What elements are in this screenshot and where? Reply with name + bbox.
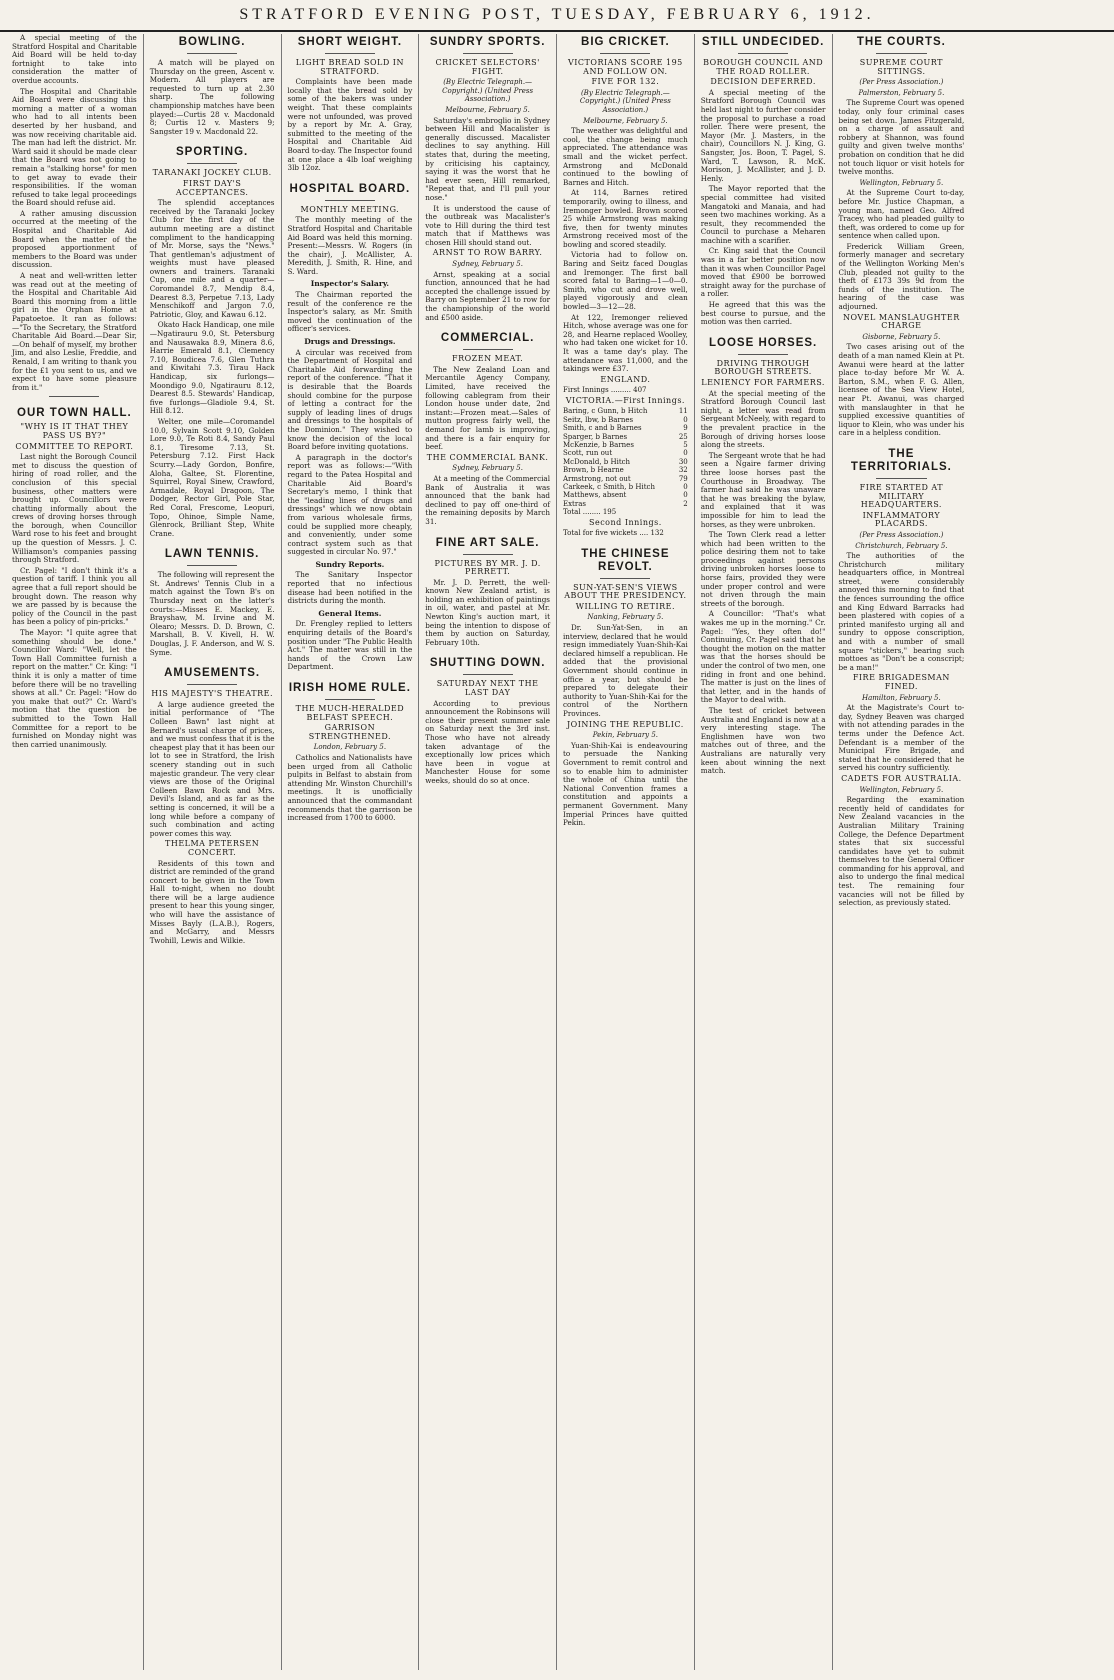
masthead: STRATFORD EVENING POST, TUESDAY, FEBRUARY 6, 1912.	[0, 0, 1114, 32]
paragraph: At the Supreme Court to-day, before Mr. Justice Chapman, a young man, named Geo. Alfred Tracey, who had pleaded guilty to theft, was ordered to come up for sentence when called upon.	[838, 188, 965, 241]
batsman-runs: 0	[683, 415, 688, 424]
divider	[600, 578, 650, 579]
paragraph: Frederick William Green, formerly manager and secretary of the Wellington Working Men's Club, pleaded not guilty to the theft of £173 39s 9d from the funds of the institution. The hearing of the case was adjourned.	[838, 241, 965, 312]
batsman-name: Seitz, lbw, b Barnes	[563, 415, 634, 424]
batsman-name: Matthews, absent	[563, 491, 627, 500]
paragraph: Saturday's embroglio in Sydney between Hill and Macalister is generally discussed. Macalister declines to say anything. Hill states that, during the meeting, by criticising his captaincy, saying it was the worst that he had ever seen, Hill remarked, "Repeat that, and I'll pull your nose."	[425, 115, 550, 202]
column-5	[557, 34, 695, 1670]
article-subhead: SUN-YAT-SEN'S VIEWS ABOUT THE PRESIDENCY.	[564, 582, 687, 601]
paragraph: The test of cricket between Australia and England is now at a very interesting stage. The Englishmen have won two matches out of three, and the Australians are naturally very keen about winning the next match.	[700, 705, 826, 776]
article-subhead: GARRISON STRENGTHENED.	[308, 723, 391, 741]
column-3	[282, 34, 420, 1670]
article-headline: SUNDRY SPORTS.	[429, 36, 546, 48]
dateline: Gisborne, February 5.	[862, 332, 941, 341]
paragraph: The Sanitary Inspector reported that no infectious disease had been notified in the districts during the month.	[287, 570, 413, 606]
batsman-runs: 0	[683, 483, 688, 492]
paragraph: Okato Hack Handicap, one mile—Ngatirauru 9.0, St. Petersburg and Nausawaka 8.9, Minera 8.6, Harrie Emerald 8.1, Clemency 7.10, Boudicea 7.6, Glen Tuthra and Kiwitahi 7.3. Tirau Hack Handicap, six furlongs—Moondigo 9.0, Ngatirauru 8.12, Dearest 8.5. Stewards' Handicap, five furlongs—Gladiole 9.4, St. Hill 8.12.	[149, 320, 275, 416]
article-subhead: Second Innings.	[588, 517, 662, 527]
paragraph: At 122, Iremonger relieved Hitch, whose average was one for 28, and Hearne replaced Woolley, who had taken one wicket for 10. It was a tame day's play. The attendance was 11,000, and the takings were £37.	[563, 312, 688, 374]
article-subhead: SUPREME COURT SITTINGS.	[859, 58, 943, 76]
batsman-runs: 0	[683, 449, 688, 458]
divider	[876, 478, 926, 479]
article-subhead: FROZEN MEAT.	[452, 354, 524, 364]
article-subhead: FIRE STARTED AT MILITARY HEADQUARTERS.	[859, 482, 944, 510]
divider	[187, 684, 237, 685]
paragraph: He agreed that this was the best course to pursue, and the motion was then carried.	[700, 300, 826, 327]
article-subhead: PICTURES BY MR. J. D. PERRETT.	[434, 558, 541, 577]
columns	[6, 34, 1108, 1670]
article-headline: BIG CRICKET.	[581, 36, 670, 48]
article-subhead: THELMA PETERSEN CONCERT.	[165, 839, 260, 857]
paragraph: Arnst, speaking at a social function, announced that he had accepted the challenge issued by Barry on September 21 to row for the championship of the world and £500 aside.	[425, 269, 550, 322]
batsman-runs: 30	[678, 457, 688, 466]
paragraph: The Sergeant wrote that he had seen a Ngaire farmer driving three loose horses past the Courthouse in Broadway. The farmer had said he was unaware that he was breaking the bylaw, and explained that it was impossible for him to lead the horses, as they were unbroken.	[700, 450, 826, 529]
batsman-name: McDonald, b Hitch	[563, 457, 631, 466]
dateline: Pekin, February 5.	[592, 731, 659, 740]
article-headline: THE TERRITORIALS.	[850, 447, 952, 473]
paragraph: A match will be played on Thursday on the green, Ascent v. Modern. All players are requested to turn up at 2.30 sharp. The following championship matches have been played:—Curtis 28 v. Macdonald 8; Curtis 12 v. Masters 9; Sangster 19 v. Macdonald 22.	[149, 58, 275, 136]
batsman-runs: 11	[678, 407, 688, 416]
article-subhead: ARNST TO ROW BARRY.	[432, 248, 543, 258]
paragraph: The weather was delightful and cool, the change being much appreciated. The attendance was small and the wicket perfect. Armstrong and McDonald continued to the bowling of Barnes and Hitch.	[563, 126, 688, 187]
dateline: Palmerston, February 5.	[858, 88, 945, 97]
article-headline: THE COURTS.	[856, 36, 946, 48]
score-row	[563, 483, 688, 491]
paragraph: Regarding the examination recently held of candidates for New Zealand vacancies in the Australian Military Training College, the Defence Department states that six successful candidates have yet to submit themselves to the General Officer commanding for his approval, and also to undergo the final medical test. The remaining four vacancies will not be filled by selection, as previously stated.	[838, 795, 965, 908]
divider	[187, 565, 237, 566]
divider	[876, 53, 926, 54]
divider	[49, 396, 99, 397]
paragraph: At the Magistrate's Court to-day, Sydney Beaven was charged with not attending parades in the terms under the Defence Act. Defendant is a member of the Municipal Fire Brigade, and stated that he considered that he served his country sufficiently.	[838, 703, 965, 773]
article-subhead: WILLING TO RETIRE.	[575, 601, 676, 611]
article-subhead: THE COMMERCIAL BANK.	[426, 452, 549, 462]
article-headline: LOOSE HORSES.	[709, 336, 818, 349]
batsman-name: Brown, b Hearne	[563, 466, 624, 475]
paragraph: The Mayor reported that the special committee had visited Mangatoki and Manaia, and had seen two machines working. As a result, they recommended the Council to purchase a Meharen machine with a scarifier.	[700, 184, 826, 245]
paragraph: Dr. Frengley replied to letters enquiring details of the Board's position under "The Public Health Act." The matter was still in the hands of the Crown Law Department.	[287, 619, 413, 672]
column-7	[833, 34, 971, 1670]
score-row	[563, 458, 688, 466]
divider	[463, 674, 513, 675]
article-subhead: VICTORIANS SCORE 195 AND FOLLOW ON.	[567, 58, 683, 76]
dateline: London, February 5.	[313, 743, 387, 752]
batsman-runs: 79	[678, 474, 688, 483]
article-subhead: INFLAMMATORY PLACARDS.	[862, 510, 941, 529]
section-title: Inspector's Salary.	[310, 279, 390, 289]
dateline: (Per Press Association.)	[859, 78, 944, 87]
article-headline: LAWN TENNIS.	[164, 548, 260, 561]
score-row	[563, 433, 688, 441]
dateline: Hamilton, February 5.	[862, 693, 941, 702]
article-subhead: DECISION DEFERRED.	[710, 77, 816, 87]
article-subhead: MONTHLY MEETING.	[300, 204, 400, 214]
divider	[187, 163, 237, 164]
article-subhead: NOVEL MANSLAUGHTER CHARGE	[843, 312, 960, 331]
paragraph: Yuan-Shih-Kai is endeavouring to persuade the Nanking Government to remit control and so to enable him to administer the whole of China until the National Convention frames a constitution and appoints a permanent Government. Many Imperial Princes have quitted Pekin.	[563, 740, 688, 828]
article-headline: THE CHINESE REVOLT.	[581, 547, 670, 573]
score-line: First Innings ......... 407	[563, 386, 647, 395]
article-subhead: HIS MAJESTY'S THEATRE.	[151, 689, 273, 699]
batsman-name: Sparger, b Barnes	[563, 432, 628, 441]
column-2	[144, 34, 282, 1670]
article-subhead: BOROUGH COUNCIL AND THE ROAD ROLLER.	[703, 58, 824, 76]
paragraph: Dr. Sun-Yat-Sen, in an interview, declared that he would resign immediately Yuan-Shih-Kai declared himself a republican. He added that the provisional Government should continue in office a year, but should be prepared to delegate their authority to Yuan-Shih-Kai for the control of the Northern Provinces.	[563, 623, 688, 718]
article-subhead: ENGLAND.	[600, 374, 651, 384]
article-subhead: "WHY IS IT THAT THEY PASS US BY?"	[20, 422, 129, 440]
paragraph: The authorities of the Christchurch military headquarters office, in Montreal street, were considerably annoyed this morning to find that the fences surrounding the office and King Edward Barracks had been plastered with copies of a printed manifesto urging all and sundry to oppose conscription, and with a number of small square "stickers," bearing such mottoes as "Don't be a conscript; be a man!"	[838, 551, 965, 672]
paragraph: Two cases arising out of the death of a man named Klein at Pt. Awanui were heard at the latter place to-day before Mr W. A. Barton, S.M., when F. G. Allen, licensee of the Sea View Hotel, near Pt. Awanui, was charged with manslaughter in that he supplied excessive quantities of liquor to Klein, who was under his care in a helpless condition.	[838, 342, 965, 438]
article-headline: HOSPITAL BOARD.	[289, 182, 411, 195]
divider	[463, 554, 513, 555]
batsman-runs: 5	[683, 441, 688, 449]
batsman-name: Extras	[563, 499, 586, 508]
paragraph: A special meeting of the Stratford Hospital and Charitable Aid Board will be held to-day fortnight to take into consideration the matter of overdue accounts.	[12, 34, 137, 85]
article-headline: STILL UNDECIDED.	[701, 36, 825, 48]
paragraph: A large audience greeted the initial performance of "The Colleen Bawn" last night at Bernard's usual charge of prices, and we must confess that it is the cheapest play that it has been our lot to see in Stratford, the Irish scenery standing out in such majestic grandeur. The very clear views are those of the Original Colleen Bawn Rock and Mrs. Devil's Island, and as far as the setting is concerned, it will be a long while before a company of such combination and acting power comes this way.	[149, 699, 275, 838]
batsman-name: Baring, c Gunn, b Hitch	[563, 407, 648, 416]
dateline: Melbourne, February 5.	[583, 116, 668, 125]
section-title: Sundry Reports.	[315, 559, 385, 569]
paragraph: A Councillor: "That's what wakes me up in the morning." Cr. Pagel: "Yes, they often do!" Continuing, Cr. Pagel said that he thought the motion on the matter was that the horses should be under the control of two men, one riding in front and one behind. The matter is just on the lines of that letter, and in the hands of the Mayor to deal with.	[700, 609, 826, 705]
batsman-runs: 25	[678, 432, 688, 441]
dateline: (By Electric Telegraph.—Copyright.) (United Press Association.)	[579, 88, 671, 114]
paragraph: Residents of this town and district are reminded of the grand concert to be given in the Town Hall to-night, when no doubt there will be a large audience present to hear this young singer, who will have the assistance of Misses Bayly (L.A.B.), Rogers, and McGarry, and Messrs Twohill, Lewis and Wilkie.	[149, 858, 275, 945]
article-subhead: COMMITTEE TO REPORT.	[15, 441, 134, 451]
divider	[325, 699, 375, 700]
batsman-runs: 2	[683, 499, 688, 508]
paragraph: A paragraph in the doctor's report was as follows:—"With regard to the Patea Hospital and Charitable Aid Board's Secretary's memo, I think that the "leading lines of drugs and dressings" which we now obtain from various wholesale firms, could be supplied more cheaply, and conveniently, under some contract system such as that suggested in circular No. 97."	[287, 452, 413, 557]
divider	[325, 53, 375, 54]
score-total: Total ........ 195	[563, 508, 617, 517]
batsman-name: Scott, run out	[563, 449, 613, 458]
article-subhead: LENIENCY FOR FARMERS.	[701, 378, 825, 387]
score-row	[563, 500, 688, 508]
column-1	[6, 34, 144, 1670]
batsman-name: Smith, c and b Barnes	[563, 424, 642, 433]
paragraph: At 114, Barnes retired temporarily, owing to illness, and Iremonger bowled. Brown scored 25 while Armstrong was making five, then for twenty minutes Armstrong received most of the bowling and scored steadily.	[563, 188, 688, 249]
paragraph: Mr. J. D. Perrett, the well-known New Zealand artist, is holding an exhibition of paintings in oil, water, and pastel at Mr. Newton King's auction mart, it being the intention to dispose of them by auction on Saturday, February 10th.	[425, 577, 550, 647]
article-subhead: THE MUCH-HERALDED BELFAST SPEECH.	[295, 704, 405, 722]
article-headline: BOWLING.	[178, 36, 246, 48]
article-headline: SPORTING.	[175, 146, 249, 159]
batsman-runs: 0	[683, 491, 688, 500]
divider	[463, 349, 513, 350]
paragraph: Last night the Borough Council met to discuss the question of hiring of road roller, and the conclusion of this special business, other matters were brought up. Councillors were chatting informally about the crews of droving horses through the borough, when Councillor Ward rose to his feet and brought up the question of Messrs. J. C. Williamson's companies passing through Stratford.	[12, 452, 137, 565]
batsman-name: Carkeek, c Smith, b Hitch	[563, 483, 655, 492]
article-headline: SHUTTING DOWN.	[429, 657, 546, 670]
paragraph: Victoria had to follow on. Baring and Seitz faced Douglas and Iremonger. The first ball scored fatal to Baring—1—0—0. Smith, who cut and drove well, played vigorously and clean bowled—3—12—28.	[563, 250, 688, 312]
divider	[187, 53, 237, 54]
score-row	[563, 441, 688, 449]
dateline: Christchurch, February 5.	[855, 541, 948, 550]
article-subhead: VICTORIA.—First Innings.	[565, 395, 685, 405]
dateline: (By Electric Telegraph.—Copyright.) (United Press Association.)	[442, 78, 534, 104]
article-subhead: LIGHT BREAD SOLD IN STRATFORD.	[295, 58, 404, 76]
paragraph: Complaints have been made locally that the bread sold by some of the bakers was under weight. That these complaints were not unfounded, was proved by a report by Mr. A. Gray, submitted to the meeting of the Hospital and Charitable Aid Board to-day. The Inspector found at one place a 4lb loaf weighing 3lb 12oz.	[287, 77, 413, 173]
divider	[325, 200, 375, 201]
article-headline: COMMERCIAL.	[440, 332, 535, 345]
score-row	[563, 424, 688, 432]
dateline: (Per Press Association.)	[859, 530, 944, 539]
batsman-name: Armstrong, not out	[563, 474, 631, 483]
paragraph: A circular was received from the Department of Hospital and Charitable Aid forwarding the report of the conference. "That it is desirable that the Boards should combine for the purpose of letting a contract for the supply of leading lines of drugs and dressings to the hospitals of the Dominion." They wished to know the decision of the local Board before inviting quotations.	[287, 347, 413, 452]
dateline: Sydney, February 5.	[452, 464, 523, 473]
paragraph: Cr. Pagel: "I don't think it's a question of tariff. I think you all agree that a full report should be brought down. The reason why we are passed by is because the policy of the Council in the past has been a policy of pin-pricks."	[12, 565, 137, 627]
paragraph: It is understood the cause of the outbreak was Macalister's vote to Hill during the third test match that if Matthews was chosen Hill should stand out.	[425, 203, 550, 247]
section-title: Drugs and Dressings.	[304, 337, 396, 347]
paragraph: A special meeting of the Stratford Borough Council was held last night to further consider the proposal to purchase a road roller. There were present, the Mayor (Mr. J. Masters, in the chair), Councillors N. J. King, G. Sangster, Jos. Boon, T. Pagel, S. Ward, T. Lawson, R. McK. Morison, J. McAllister, and J. D. Henly.	[700, 87, 826, 183]
score-row	[563, 407, 688, 415]
dateline: Sydney, February 5.	[452, 260, 523, 269]
article-subhead: CRICKET SELECTORS' FIGHT.	[435, 58, 540, 76]
paragraph: Cr. King said that the Council was in a far better position now than it was when Councillor Pagel moved that £900 be borrowed straight away for the purchase of a roller.	[700, 246, 826, 299]
score-row	[563, 475, 688, 483]
score-row	[563, 466, 688, 474]
dateline: Melbourne, February 5.	[445, 105, 530, 114]
paragraph: The splendid acceptances received by the Taranaki Jockey Club for the first day of the autumn meeting are a distinct compliment to the handicapping of Mr. Morse, says the "News." That gentleman's adjustment of weights must have pleased owners and trainers. Taranaki Cup, one mile and a quarter—Coromandel 8.7, Mendip 8.4, Dearest 8.3, Perpetue 7.13, Lady Menschikoff and Jargon 7.0, Patriotic, Gloy, and Kawau 6.12.	[149, 198, 275, 319]
batsman-runs: 32	[678, 466, 688, 475]
paragraph: According to previous announcement the Robinsons will close their present summer sale on Saturday next the 3rd inst. Those who have not already taken advantage of the exceptionally low prices which have been in vogue at Manchester House for some weeks, should do so at once.	[425, 698, 550, 785]
article-subhead: FIRE BRIGADESMAN FINED.	[852, 673, 950, 691]
paragraph: At a meeting of the Commercial Bank of Australia it was announced that the bank had declined to pay off one-third of the remaining deposits by March 31.	[425, 473, 550, 526]
article-subhead: JOINING THE REPUBLIC.	[566, 719, 684, 729]
paragraph: The Town Clerk read a letter which had been written to the police desiring them not to take proceedings against persons driving unbroken horses loose to horse fairs, provided they were under proper control and were not driven through the main streets of the borough.	[700, 530, 826, 608]
score-row	[563, 416, 688, 424]
paragraph: Catholics and Nationalists have been urged from all Catholic pulpits in Belfast to abstain from attending Mr. Winston Churchill's meetings. It is unofficially announced that the commandant recommends that the garrison be increased from 1700 to 6000.	[287, 752, 413, 823]
article-headline: IRISH HOME RULE.	[288, 682, 411, 694]
paragraph: The Hospital and Charitable Aid Board were discussing this morning a matter of a woman who had to all intents been deserted by her husband, and was now receiving charitable aid. The man had left the district. Mr. Ward said it should be made clear that the Board was not going to remain a "stalking horse" for men to get away to evade their responsibilities. If the woman refused to take legal proceedings the Board should refuse aid.	[12, 86, 137, 208]
paragraph: A rather amusing discussion occurred at the meeting of the Hospital and Charitable Aid Board when the matter of the proposed apportionment of members to the Board was under discussion.	[12, 208, 137, 270]
column-4	[419, 34, 557, 1670]
paragraph: The monthly meeting of the Stratford Hospital and Charitable Aid Board was held this morning. Present:—Messrs. W. Rogers (in the chair), J. McAllister, A. Meredith, J. Smith, R. Hine, and S. Ward.	[287, 215, 413, 276]
article-headline: FINE ART SALE.	[435, 536, 540, 549]
score-row	[563, 491, 688, 499]
article-subhead: SATURDAY NEXT THE LAST DAY	[436, 679, 539, 698]
paragraph: The Chairman reported the result of the conference re the Inspector's salary, as Mr. Smith moved the continuation of the officer's services.	[287, 290, 413, 334]
article-headline: AMUSEMENTS.	[164, 667, 261, 680]
article-subhead: DRIVING THROUGH BOROUGH STREETS.	[714, 358, 812, 377]
divider	[738, 53, 788, 54]
paragraph: The Mayor: "I quite agree that something should be done." Councillor Ward: "Well, let the Town Hall Committee furnish a report on the matter." Cr. King: "I think it is only a matter of time before there will be no travelling shows at all." Cr. Pagel: "How do you make that out?" Cr. Ward's motion that the question be submitted to the Town Hall Committee for a report to be furnished on Monday night was then carried unanimously.	[12, 628, 137, 749]
paragraph: The following will represent the St. Andrews' Tennis Club in a match against the Town B's on Thursday next on the latter's courts:—Misses E. Mackey, E. Brayshaw, M. Irvine and M. Olearo; Messrs. D. D. Brown, C. Marshall, B. V. Kivell, H. W. Douglas, J. F. Anderson, and W. S. Syme.	[149, 570, 275, 657]
divider	[600, 53, 650, 54]
divider	[738, 354, 788, 355]
paragraph: At the special meeting of the Stratford Borough Council last night, a letter was read from Sergeant McNeely, with regard to the prevalent practice in the Borough of driving horses loose along the streets.	[700, 388, 826, 450]
dateline: Wellington, February 5.	[859, 785, 944, 794]
batsman-runs: 9	[683, 424, 688, 433]
score-total: Total for five wickets .... 132	[563, 529, 664, 538]
article-subhead: FIRST DAY'S ACCEPTANCES.	[175, 178, 249, 197]
dateline: Nanking, February 5.	[587, 613, 664, 622]
score-row	[563, 449, 688, 457]
article-subhead: TARANAKI JOCKEY CLUB.	[152, 168, 272, 178]
article-subhead: FIVE FOR 132.	[591, 77, 660, 87]
dateline: Wellington, February 5.	[859, 178, 944, 187]
paragraph: A neat and well-written letter was read out at the meeting of the Hospital and Charitable Aid Board this morning from a little girl in the Orphan Home at Papatoetoe. It ran as follows:—"To the Secretary, the Stratford Charitable Aid Board.—Dear Sir,—On behalf of myself, my brother Jim, and also Leslie, Freddie, and Renald, I am writing to thank you for the £1 you sent to us, and we expect to have some pleasure from it."	[12, 271, 137, 392]
article-headline: OUR TOWN HALL.	[17, 407, 132, 420]
divider	[463, 53, 513, 54]
article-subhead: CADETS FOR AUSTRALIA.	[841, 773, 962, 783]
batsman-name: McKenzie, b Barnes	[563, 441, 634, 449]
paragraph: The Supreme Court was opened today, only four criminal cases being set down. James Fitzgerald, on a charge of assault and robbery at Shannon, was found guilty and given twelve months' probation on condition that he did not touch liquor or visit hotels for twelve months.	[838, 98, 965, 177]
article-headline: SHORT WEIGHT.	[297, 36, 403, 48]
paragraph: The New Zealand Loan and Mercantile Agency Company, Limited, have received the following cablegram from their London house under date, 2nd instant:—Frozen meat.—Sales of mutton progress fairly well, the demand for lamb is improving, and there is a fair enquiry for beef.	[425, 364, 550, 452]
paragraph: Welter, one mile—Coromandel 10.0, Sylvain Scott 9.10, Golden Lore 9.0, Te Roti 8.4, Sandy Paul 8.1, Tiresome 7.13, St. Petersburg 7.12. First Hack Scurry.—Lady Gordon, Bonfire, Aloha, Galtee, St. Florentine, Squirrel, Royal Sinew, Crawford, Armadale, Royal Dragoon, The Dodger, Rector Girl, Pole Star, Red Coral, Frescome, Leopuri, Topo, Ohinoe, Simple Name, Glenrock, Brilliant Step, White Crane.	[149, 416, 275, 538]
column-6	[695, 34, 833, 1670]
scorecard	[563, 407, 688, 508]
section-title: General Items.	[318, 608, 382, 618]
